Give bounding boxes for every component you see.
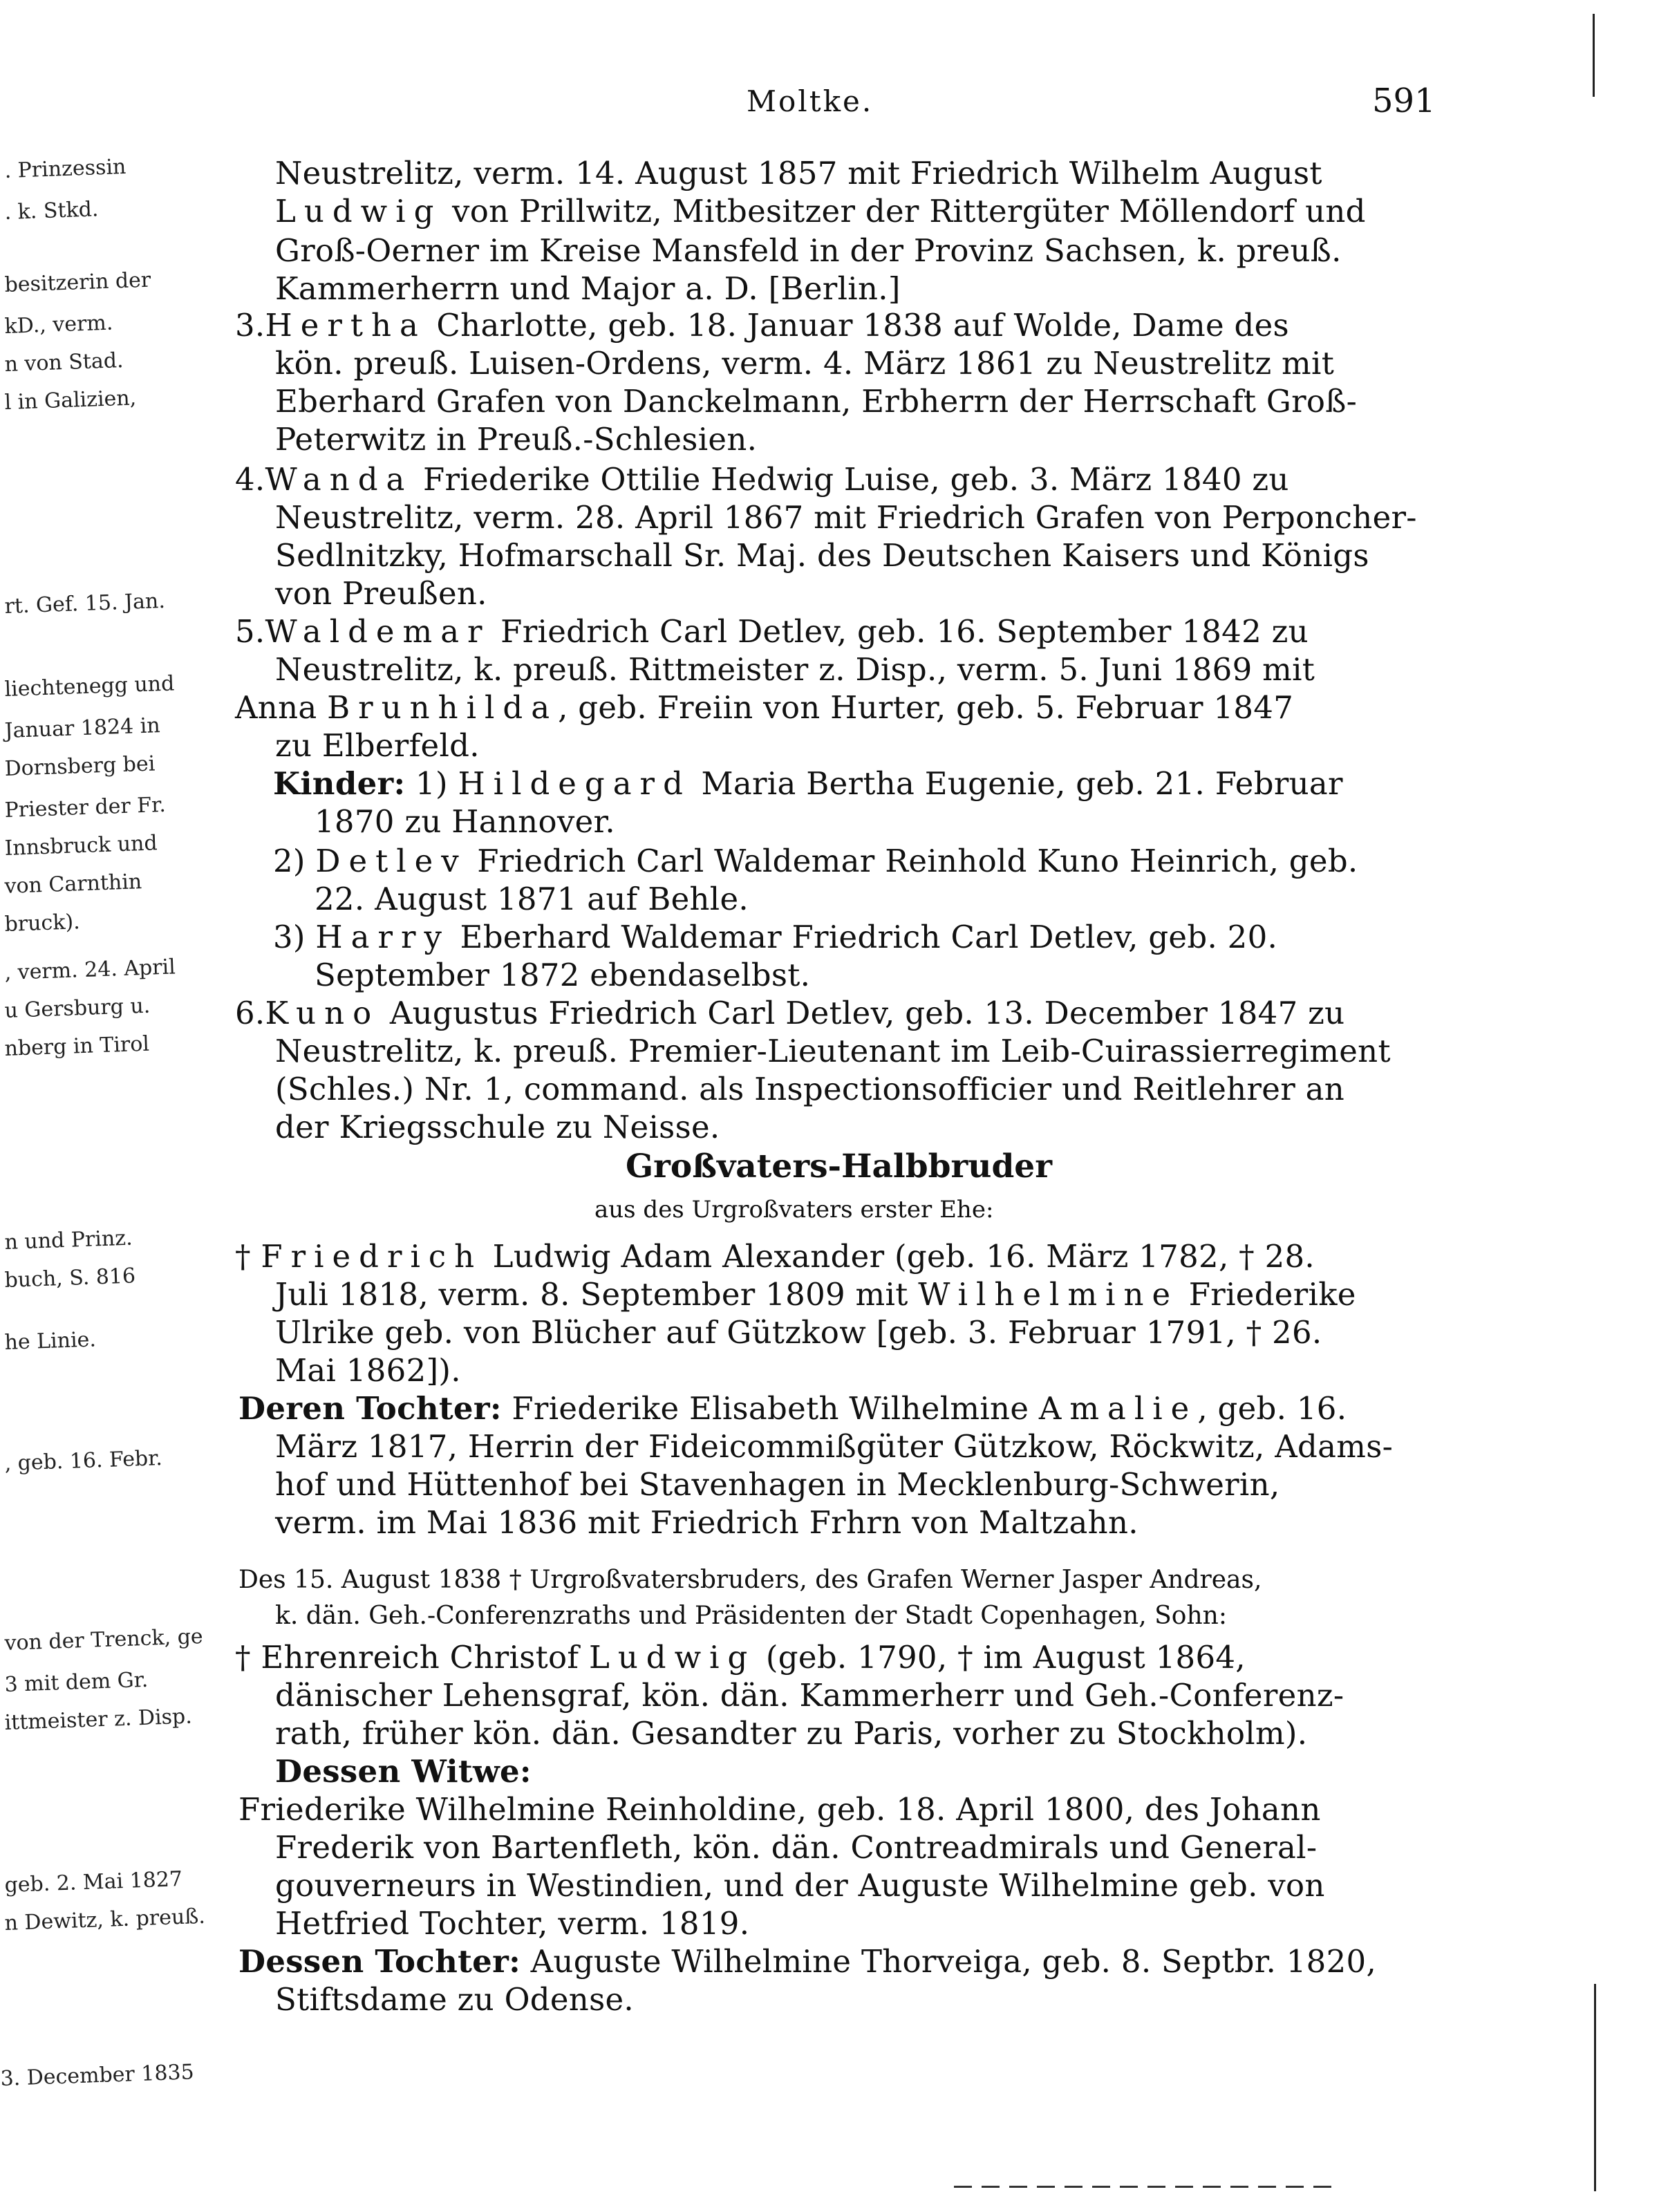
text-line <box>315 880 749 919</box>
facing-page-fragment: . Prinzessin <box>4 154 126 183</box>
text-line <box>275 1070 1344 1109</box>
facing-page-fragment: nberg in Tirol <box>4 1031 150 1061</box>
section-heading: Großvaters-Halbbruder <box>626 1147 1052 1185</box>
entry-text: Groß-Oerner im Kreise Mansfeld in der Provinz Sachsen, k. preuß. <box>275 232 1342 269</box>
text-line <box>275 1752 532 1791</box>
given-name: Waldemar <box>265 613 491 650</box>
text-line <box>275 1465 1280 1504</box>
entry-text: Ulrike geb. von Blücher auf Gützkow [geb. 3. Februar 1791, † 26. <box>275 1314 1322 1351</box>
text-line <box>315 956 810 995</box>
text-line <box>315 803 615 841</box>
text-line <box>235 460 1289 499</box>
entry-text: Ludwig Adam Alexander (geb. 16. März 1782, † 28. <box>482 1238 1315 1275</box>
entry-text: Kammerherrn und Major a. D. [Berlin.] <box>275 270 901 307</box>
entry-text: Sedlnitzky, Hofmarschall Sr. Maj. des Deutschen Kaisers und Königs <box>275 537 1369 574</box>
facing-page-fragment: Innsbruck und <box>4 831 158 861</box>
entry-text: September 1872 ebendaselbst. <box>315 957 811 993</box>
entry-number: 5. <box>235 613 265 650</box>
entry-text: Hetfried Tochter, verm. 1819. <box>275 1905 750 1942</box>
text-line <box>275 192 1366 231</box>
facing-page-fragment: n von Stad. <box>4 348 124 377</box>
entry-text: Friederike Elisabeth Wilhelmine <box>501 1390 1039 1427</box>
entry-text: (Schles.) Nr. 1, command. als Inspectionsofficier und Reitlehrer an <box>275 1071 1345 1107</box>
entry-text: 3) <box>273 919 316 955</box>
running-head: Moltke. <box>747 84 874 118</box>
facing-page-fragment: l in Galizien, <box>4 386 137 415</box>
entry-text: 1870 zu Hannover. <box>315 803 615 840</box>
text-line <box>275 574 487 613</box>
given-name: Kuno <box>265 995 380 1031</box>
facing-page-fragment: buch, S. 816 <box>4 1264 136 1293</box>
given-name: Ludwig <box>588 1639 756 1676</box>
entry-text: 22. August 1871 auf Behle. <box>315 881 749 917</box>
facing-page-fragment: n und Prinz. <box>4 1226 133 1255</box>
entry-label: Dessen Witwe: <box>275 1753 532 1790</box>
facing-page-fragment: 3 mit dem Gr. <box>4 1667 149 1697</box>
text-line <box>275 420 757 459</box>
text-line <box>275 1313 1322 1352</box>
text-line <box>275 1866 1325 1905</box>
entry-label: Deren Tochter: <box>238 1390 502 1427</box>
entry-number: 3. <box>235 307 265 344</box>
given-name: Wilhelmine <box>918 1276 1179 1313</box>
note-line: k. dän. Geh.-Conferenzraths und Präsidenten der Stadt Copenhagen, Sohn: <box>275 1602 1227 1630</box>
facing-page-fragment: Januar 1824 in <box>4 713 161 743</box>
text-line <box>238 1389 1347 1428</box>
facing-page-fragment: bruck). <box>4 910 81 937</box>
entry-text: verm. im Mai 1836 mit Friedrich Frhrn von Maltzahn. <box>275 1504 1138 1541</box>
entry-text: Anna <box>235 689 328 726</box>
facing-page-fragment: kD., verm. <box>4 310 113 339</box>
text-line <box>235 1638 1246 1677</box>
given-name: Hildegard <box>458 765 691 802</box>
text-line <box>275 1275 1356 1314</box>
facing-page-fragment: . k. Stkd. <box>4 197 99 225</box>
entry-text: Eberhard Grafen von Danckelmann, Erbherrn der Herrschaft Groß- <box>275 383 1358 420</box>
given-name: Friedrich <box>261 1238 483 1275</box>
given-name: Hertha <box>265 307 427 344</box>
entry-text: 1) <box>405 765 458 802</box>
entry-text: von Preußen. <box>275 575 487 612</box>
entry-number: † <box>235 1238 261 1275</box>
right-page-edge-lower <box>1594 1984 1596 2191</box>
entry-text: Ehrenreich Christof <box>261 1639 589 1676</box>
entry-text: , geb. 16. <box>1197 1390 1347 1427</box>
entry-text: Friedrich Carl Waldemar Reinhold Kuno Heinrich, geb. <box>467 843 1358 879</box>
text-line <box>275 382 1357 421</box>
entry-text: der Kriegsschule zu Neisse. <box>275 1109 720 1145</box>
facing-page-fragment: he Linie. <box>4 1327 97 1355</box>
entry-text: Friedrich Carl Detlev, geb. 16. September 1842 zu <box>490 613 1309 650</box>
entry-text: Mai 1862]). <box>275 1352 461 1389</box>
entry-text: Augustus Friedrich Carl Detlev, geb. 13. December 1847 zu <box>379 995 1345 1031</box>
given-name: Harry <box>315 919 450 955</box>
text-line <box>238 1790 1321 1829</box>
entry-text: Friederike <box>1179 1276 1356 1313</box>
entry-text: Friederike Wilhelmine Reinholdine, geb. 18. April 1800, des Johann <box>238 1791 1321 1828</box>
facing-page-fragment: geb. 2. Mai 1827 <box>4 1867 183 1897</box>
text-line <box>235 306 1289 345</box>
text-line <box>275 1503 1138 1542</box>
text-line <box>238 1942 1376 1981</box>
entry-text: rath, früher kön. dän. Gesandter zu Paris, vorher zu Stockholm). <box>275 1715 1308 1752</box>
facing-page-fragment: liechtenegg und <box>4 671 175 702</box>
facing-page-fragment: 3. December 1835 <box>0 2060 195 2091</box>
text-line <box>235 994 1344 1033</box>
text-line <box>273 842 1358 881</box>
entry-number: 6. <box>235 995 265 1031</box>
facing-page-fragment: , geb. 16. Febr. <box>4 1446 163 1476</box>
given-name: Detlev <box>315 843 467 879</box>
entry-text: Maria Bertha Eugenie, geb. 21. Februar <box>691 765 1343 802</box>
text-line <box>275 1714 1307 1753</box>
facing-page-fragment: von Carnthin <box>4 870 142 899</box>
facing-page-fragment: u Gersburg u. <box>4 993 151 1023</box>
text-line <box>275 344 1334 383</box>
entry-text: kön. preuß. Luisen-Ordens, verm. 4. März 1861 zu Neustrelitz mit <box>275 345 1335 382</box>
entry-number: 4. <box>235 461 265 498</box>
entry-text: , geb. Freiin von Hurter, geb. 5. Februar 1847 <box>558 689 1294 726</box>
text-line <box>275 650 1315 689</box>
entry-text: Peterwitz in Preuß.-Schlesien. <box>275 421 758 458</box>
facing-page-fragment: n Dewitz, k. preuß. <box>4 1904 206 1936</box>
note-line: Des 15. August 1838 † Urgroßvatersbruders, des Grafen Werner Jasper Andreas, <box>238 1566 1262 1594</box>
entry-text: Stiftsdame zu Odense. <box>275 1981 635 2018</box>
text-line <box>275 1904 749 1943</box>
facing-page-fragment: besitzerin der <box>4 268 151 297</box>
facing-page-fragment: rt. Gef. 15. Jan. <box>4 588 166 619</box>
text-line <box>273 918 1277 957</box>
given-name: Wanda <box>265 461 413 498</box>
text-line <box>275 232 1342 270</box>
bottom-rule <box>954 2186 1341 2188</box>
facing-page-fragment: Dornsberg bei <box>4 751 156 781</box>
entry-label: Kinder: <box>273 765 406 802</box>
entry-text: von Prillwitz, Mitbesitzer der Rittergüter Möllendorf und <box>442 193 1366 229</box>
text-line <box>275 1980 634 2019</box>
text-line <box>275 1828 1317 1867</box>
text-line <box>275 1676 1344 1715</box>
entry-text: Auguste Wilhelmine Thorveiga, geb. 8. Septbr. 1820, <box>521 1943 1377 1980</box>
text-line <box>275 1351 461 1390</box>
entry-text: zu Elberfeld. <box>275 727 480 764</box>
entry-text: (geb. 1790, † im August 1864, <box>756 1639 1246 1676</box>
entry-text: Frederik von Bartenfleth, kön. dän. Contreadmirals und General- <box>275 1829 1318 1866</box>
text-line <box>275 536 1369 575</box>
entry-text: hof und Hüttenhof bei Stavenhagen in Mecklenburg-Schwerin, <box>275 1466 1280 1503</box>
text-line <box>235 688 1293 727</box>
given-name: Ludwig <box>275 193 442 229</box>
entry-text: Neustrelitz, k. preuß. Premier-Lieutenant im Leib-Cuirassierregiment <box>275 1033 1391 1069</box>
text-line <box>235 612 1309 651</box>
facing-page-fragment: ittmeister z. Disp. <box>4 1704 193 1735</box>
text-line <box>273 765 1343 803</box>
facing-page-fragment: , verm. 24. April <box>4 955 176 985</box>
text-line <box>275 1108 720 1147</box>
text-line <box>275 1427 1393 1466</box>
entry-text: gouverneurs in Westindien, und der Auguste Wilhelmine geb. von <box>275 1867 1325 1904</box>
entry-number: † <box>235 1639 261 1676</box>
text-line <box>275 1032 1391 1071</box>
entry-text: Charlotte, geb. 18. Januar 1838 auf Wolde, Dame des <box>426 307 1289 344</box>
text-line <box>235 1237 1315 1276</box>
entry-text: Neustrelitz, verm. 28. April 1867 mit Friedrich Grafen von Perponcher- <box>275 499 1417 536</box>
facing-page-fragment: Priester der Fr. <box>4 792 167 823</box>
entry-text: dänischer Lehensgraf, kön. dän. Kammerherr und Geh.-Conferenz- <box>275 1677 1344 1714</box>
text-line <box>275 154 1322 193</box>
text-line <box>275 498 1417 537</box>
entry-text: Juli 1818, verm. 8. September 1809 mit <box>275 1276 919 1313</box>
section-subheading: aus des Urgroßvaters erster Ehe: <box>594 1196 994 1224</box>
text-line <box>275 270 901 308</box>
text-line <box>275 727 480 765</box>
given-name: Amalie <box>1038 1390 1198 1427</box>
facing-page-fragment: von der Trenck, ge <box>4 1624 204 1656</box>
page-number: 591 <box>1372 82 1436 120</box>
entry-text: Neustrelitz, verm. 14. August 1857 mit Friedrich Wilhelm August <box>275 155 1322 191</box>
entry-text: März 1817, Herrin der Fideicommißgüter Gützkow, Röckwitz, Adams- <box>275 1428 1394 1465</box>
given-name: Brunhilda <box>327 689 559 726</box>
entry-label: Dessen Tochter: <box>238 1943 521 1980</box>
entry-text: 2) <box>273 843 316 879</box>
entry-text: Friederike Ottilie Hedwig Luise, geb. 3. März 1840 zu <box>413 461 1289 498</box>
right-page-edge <box>1593 14 1595 97</box>
entry-text: Eberhard Waldemar Friedrich Carl Detlev, geb. 20. <box>449 919 1278 955</box>
entry-text: Neustrelitz, k. preuß. Rittmeister z. Disp., verm. 5. Juni 1869 mit <box>275 651 1315 688</box>
